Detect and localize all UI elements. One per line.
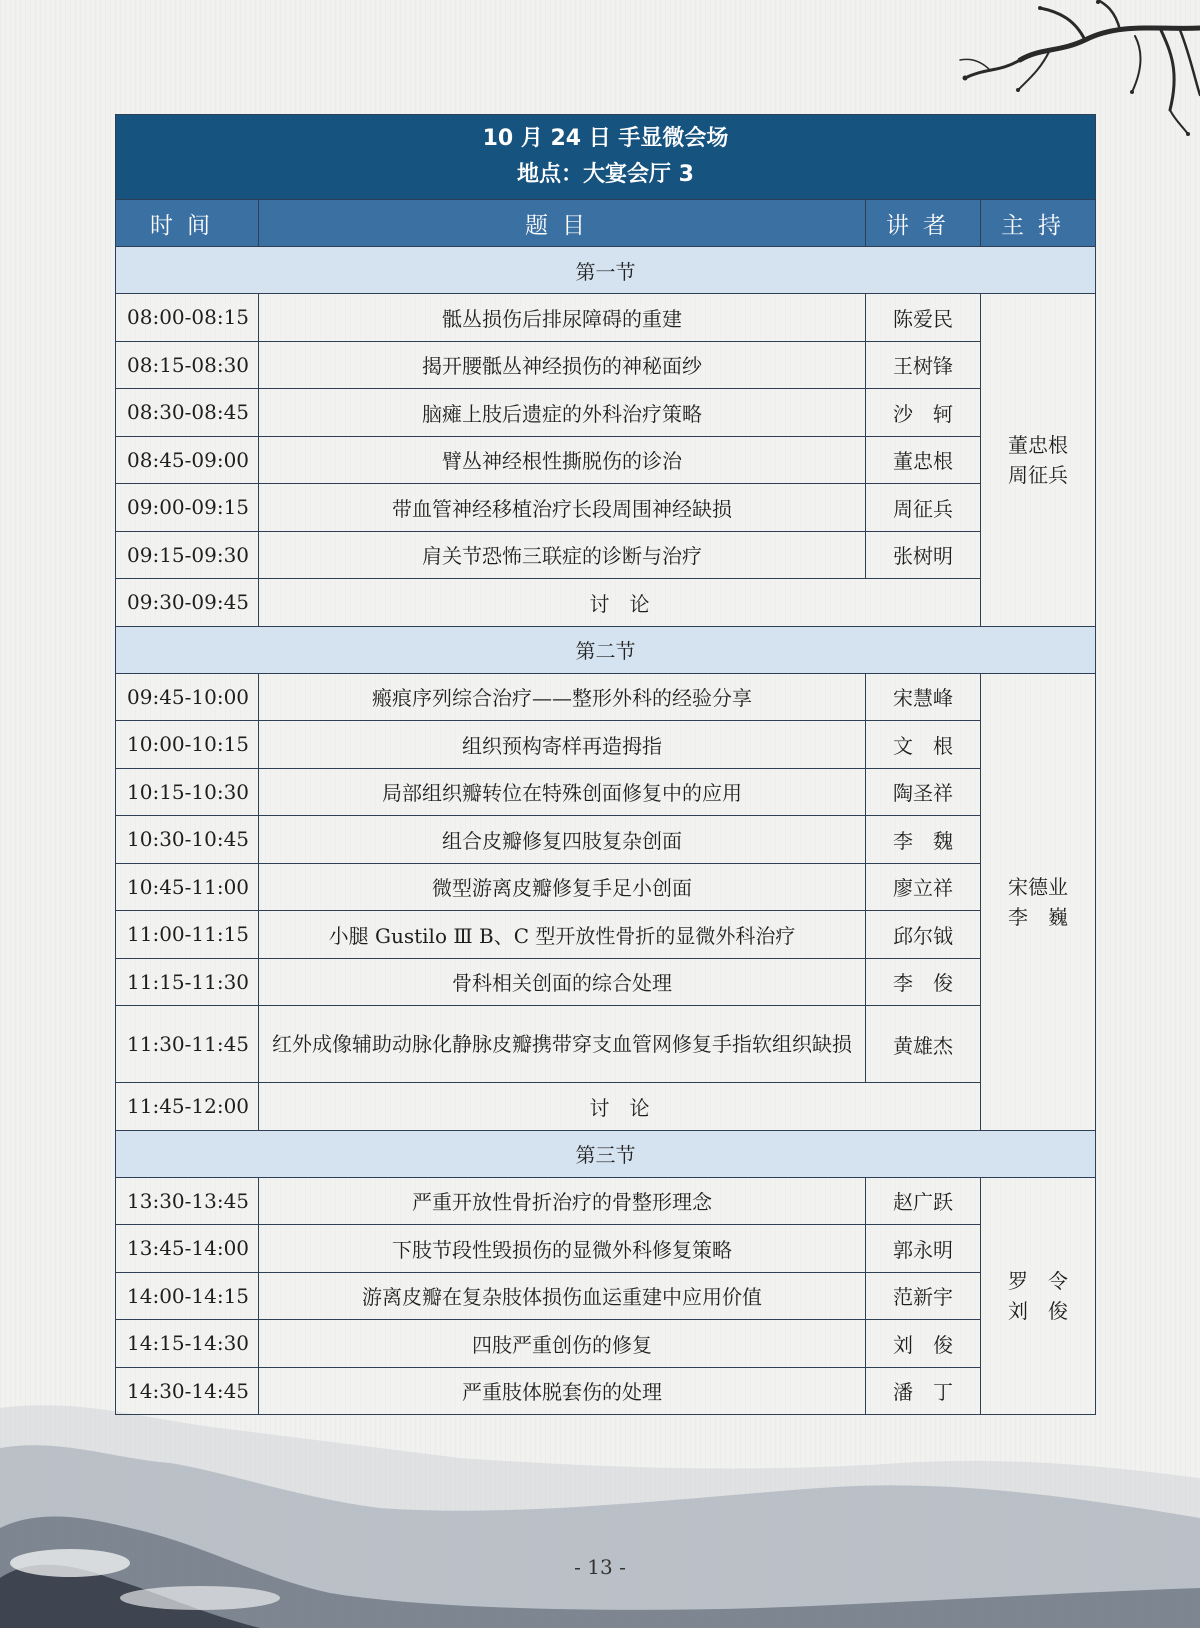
time-cell: 14:00-14:15 — [116, 1272, 259, 1320]
time-cell: 11:45-12:00 — [116, 1083, 259, 1131]
time-cell: 10:15-10:30 — [116, 768, 259, 816]
time-cell: 11:00-11:15 — [116, 911, 259, 959]
col-host: 主持 — [981, 200, 1096, 247]
table-row — [116, 911, 1096, 959]
section-title: 第一节 — [116, 247, 1096, 294]
topic-cell: 下肢节段性毁损伤的显微外科修复策略 — [259, 1225, 866, 1273]
time-cell: 10:30-10:45 — [116, 816, 259, 864]
time-cell: 08:45-09:00 — [116, 436, 259, 484]
topic-cell: 组合皮瓣修复四肢复杂创面 — [259, 816, 866, 864]
speaker-cell: 周征兵 — [866, 484, 981, 532]
speaker-cell: 李 俊 — [866, 958, 981, 1006]
table-row — [116, 1320, 1096, 1368]
col-time: 时间 — [116, 200, 259, 247]
time-cell: 11:30-11:45 — [116, 1006, 259, 1083]
speaker-cell: 董忠根 — [866, 436, 981, 484]
time-cell: 09:45-10:00 — [116, 673, 259, 721]
time-cell: 13:45-14:00 — [116, 1225, 259, 1273]
time-cell: 09:00-09:15 — [116, 484, 259, 532]
time-cell: 08:30-08:45 — [116, 389, 259, 437]
table-row — [116, 768, 1096, 816]
time-cell: 14:30-14:45 — [116, 1367, 259, 1415]
table-row — [116, 389, 1096, 437]
mountain-landscape-decoration — [0, 1378, 1200, 1628]
table-row — [116, 1367, 1096, 1415]
schedule-table — [115, 114, 1096, 1415]
host-cell: 罗 令 刘 俊 — [981, 1177, 1096, 1415]
topic-cell: 带血管神经移植治疗长段周围神经缺损 — [259, 484, 866, 532]
col-topic: 题目 — [259, 200, 866, 247]
time-cell: 10:00-10:15 — [116, 721, 259, 769]
time-cell: 08:15-08:30 — [116, 341, 259, 389]
speaker-cell: 赵广跃 — [866, 1177, 981, 1225]
speaker-cell: 郭永明 — [866, 1225, 981, 1273]
table-row — [116, 816, 1096, 864]
speaker-cell: 陶圣祥 — [866, 768, 981, 816]
topic-cell: 瘢痕序列综合治疗——整形外科的经验分享 — [259, 673, 866, 721]
speaker-cell: 李 魏 — [866, 816, 981, 864]
topic-cell: 臂丛神经根性撕脱伤的诊治 — [259, 436, 866, 484]
table-row — [116, 1225, 1096, 1273]
time-cell: 09:15-09:30 — [116, 531, 259, 579]
speaker-cell: 陈爱民 — [866, 294, 981, 342]
time-cell: 09:30-09:45 — [116, 579, 259, 627]
host-cell: 董忠根 周征兵 — [981, 294, 1096, 627]
topic-cell: 局部组织瓣转位在特殊创面修复中的应用 — [259, 768, 866, 816]
discussion-cell: 讨论 — [259, 579, 981, 627]
session-title: 10 月 24 日 手显微会场 — [482, 126, 729, 151]
table-row — [116, 294, 1096, 342]
topic-cell: 游离皮瓣在复杂肢体损伤血运重建中应用价值 — [259, 1272, 866, 1320]
speaker-cell: 邱尔钺 — [866, 911, 981, 959]
table-row — [116, 863, 1096, 911]
host-cell: 宋德业 李 巍 — [981, 673, 1096, 1130]
session-header — [116, 115, 1096, 200]
section-title: 第二节 — [116, 626, 1096, 673]
table-row — [116, 531, 1096, 579]
table-row — [116, 958, 1096, 1006]
table-row — [116, 1006, 1096, 1083]
topic-cell: 骨科相关创面的综合处理 — [259, 958, 866, 1006]
speaker-cell: 范新宇 — [866, 1272, 981, 1320]
page-number: - 13 - — [574, 1555, 626, 1579]
time-cell: 10:45-11:00 — [116, 863, 259, 911]
speaker-cell: 文 根 — [866, 721, 981, 769]
topic-cell: 小腿 Gustilo Ⅲ B、C 型开放性骨折的显微外科治疗 — [259, 911, 866, 959]
speaker-cell: 潘 丁 — [866, 1367, 981, 1415]
time-cell: 11:15-11:30 — [116, 958, 259, 1006]
discussion-cell: 讨论 — [259, 1083, 981, 1131]
speaker-cell: 张树明 — [866, 531, 981, 579]
table-row — [116, 673, 1096, 721]
topic-cell: 骶丛损伤后排尿障碍的重建 — [259, 294, 866, 342]
col-speaker: 讲者 — [866, 200, 981, 247]
topic-cell: 严重开放性骨折治疗的骨整形理念 — [259, 1177, 866, 1225]
speaker-cell: 廖立祥 — [866, 863, 981, 911]
topic-cell: 四肢严重创伤的修复 — [259, 1320, 866, 1368]
topic-cell: 微型游离皮瓣修复手足小创面 — [259, 863, 866, 911]
column-header-row — [116, 200, 1096, 247]
section-title: 第三节 — [116, 1130, 1096, 1177]
time-cell: 13:30-13:45 — [116, 1177, 259, 1225]
topic-cell: 脑瘫上肢后遗症的外科治疗策略 — [259, 389, 866, 437]
table-row — [116, 436, 1096, 484]
time-cell: 08:00-08:15 — [116, 294, 259, 342]
table-row — [116, 341, 1096, 389]
table-row — [116, 1272, 1096, 1320]
speaker-cell: 黄雄杰 — [866, 1006, 981, 1083]
topic-cell: 组织预构寄样再造拇指 — [259, 721, 866, 769]
table-row — [116, 721, 1096, 769]
topic-cell: 肩关节恐怖三联症的诊断与治疗 — [259, 531, 866, 579]
time-cell: 14:15-14:30 — [116, 1320, 259, 1368]
table-row — [116, 1177, 1096, 1225]
speaker-cell: 宋慧峰 — [866, 673, 981, 721]
topic-cell: 严重肢体脱套伤的处理 — [259, 1367, 866, 1415]
speaker-cell: 刘 俊 — [866, 1320, 981, 1368]
session-location: 地点：大宴会厅 3 — [517, 162, 694, 187]
table-row — [116, 484, 1096, 532]
speaker-cell: 王树锋 — [866, 341, 981, 389]
speaker-cell: 沙 轲 — [866, 389, 981, 437]
topic-cell: 揭开腰骶丛神经损伤的神秘面纱 — [259, 341, 866, 389]
discussion-row — [116, 579, 1096, 627]
discussion-row — [116, 1083, 1096, 1131]
topic-cell: 红外成像辅助动脉化静脉皮瓣携带穿支血管网修复手指软组织缺损 — [259, 1006, 866, 1083]
